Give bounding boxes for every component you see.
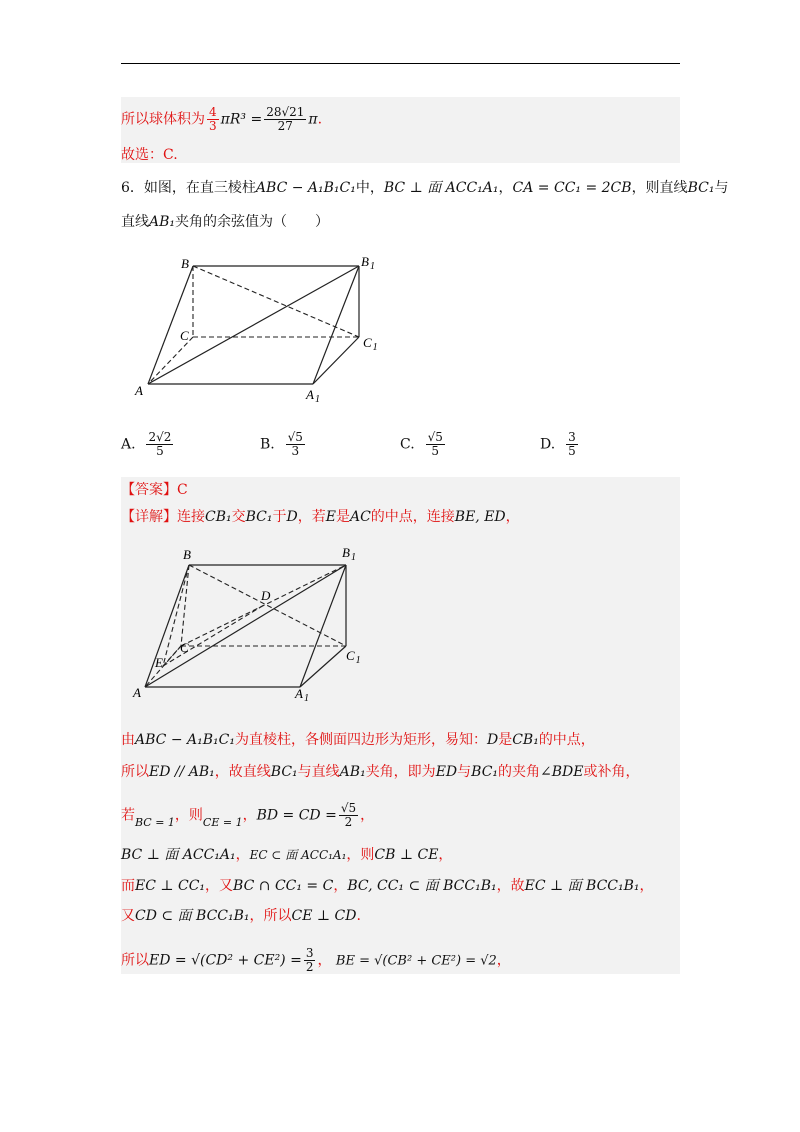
volume-result: $\frac{28√21}{27}$ [266,105,305,133]
header-rule [121,63,680,64]
prism-figure-1 [130,252,390,412]
label-C: C [180,640,189,655]
edge-CA [148,337,193,384]
label-C1: $C_1$ [346,648,361,666]
edge-BC1 [193,266,359,337]
label-E: E [155,655,163,670]
choice-line: 故选：C. [121,147,178,163]
answer-label: 【答案】C [121,482,188,498]
label-C1: $C_1$ [363,335,378,353]
edge-CB1 [181,565,346,646]
option-d[interactable]: D. $\frac{3}{5}$ [540,430,576,458]
solution-line-7: 所以ED = √(CD² + CE²) = $\frac{3}{2}$ ， BE = √(CB² + CE²) = √2， [121,946,511,974]
label-A1: $A_1$ [306,387,320,405]
edge-ED [163,605,264,666]
edge-A1C1 [313,337,359,384]
label-A: A [133,685,141,700]
solution-line-4: BC ⊥ 面 ACC₁A₁，EC ⊂ 面 ACC₁A₁，则CB ⊥ CE， [121,847,453,863]
label-A1: $A_1$ [295,686,309,704]
label-D: D [261,588,271,603]
label-A: A [135,383,143,398]
detail-line: 【详解】连接CB₁交BC₁于D，若E是AC的中点，连接BE, ED， [121,509,520,525]
edge-AB1 [148,266,359,384]
solution-line-3: 若$_{BC = 1}$，则$_{CE = 1}$，BD = CD = $\frac{√5}{2}$ ， [121,801,375,829]
volume-prefix: 所以球体积为 [121,111,205,128]
label-C: C [180,328,189,343]
solution-line-1: 由ABC − A₁B₁C₁为直棱柱，各侧面四边形为矩形，易知：D是CB₁的中点， [121,732,595,748]
label-B1: $B_1$ [361,254,375,272]
label-B: B [181,256,189,271]
volume-fraction: $\frac{4}{3}$ [209,105,217,133]
question-line-1: 6．如图，在直三棱柱ABC − A₁B₁C₁中，BC ⊥ 面 ACC₁A₁，CA = CC₁ = 2CB，则直线BC₁与 [121,180,729,196]
edge-AB1 [145,565,346,687]
volume-line: 所以球体积为 $\frac{4}{3}$ πR³ = $\frac{28√21}{27}$ π. [121,105,323,133]
label-B1: $B_1$ [342,545,356,563]
edge-BC1 [189,565,346,646]
option-b[interactable]: B. $\frac{√5}{3}$ [260,430,303,458]
volume-formula: πR³ = [220,111,263,128]
option-c[interactable]: C. $\frac{√5}{5}$ [400,430,443,458]
prism-figure-2 [128,545,388,715]
solution-line-2: 所以ED // AB₁，故直线BC₁与直线AB₁夹角，即为ED与BC₁的夹角∠BDE或补角， [121,764,640,780]
solution-line-6: 又CD ⊂ 面 BCC₁B₁，所以CE ⊥ CD. [121,908,361,924]
option-a[interactable]: A. $\frac{2√2}{5}$ [121,430,172,458]
edge-BA [148,266,193,384]
question-line-2: 直线AB₁夹角的余弦值为（ ） [121,214,330,230]
solution-line-5: 而EC ⊥ CC₁，又BC ∩ CC₁ = C，BC, CC₁ ⊂ 面 BCC₁B₁，故EC ⊥ 面 BCC₁B₁， [121,878,654,894]
edge-A1C1 [300,646,346,687]
edge-B1A1 [313,266,359,384]
edge-BA [145,565,189,687]
label-B: B [183,547,191,562]
